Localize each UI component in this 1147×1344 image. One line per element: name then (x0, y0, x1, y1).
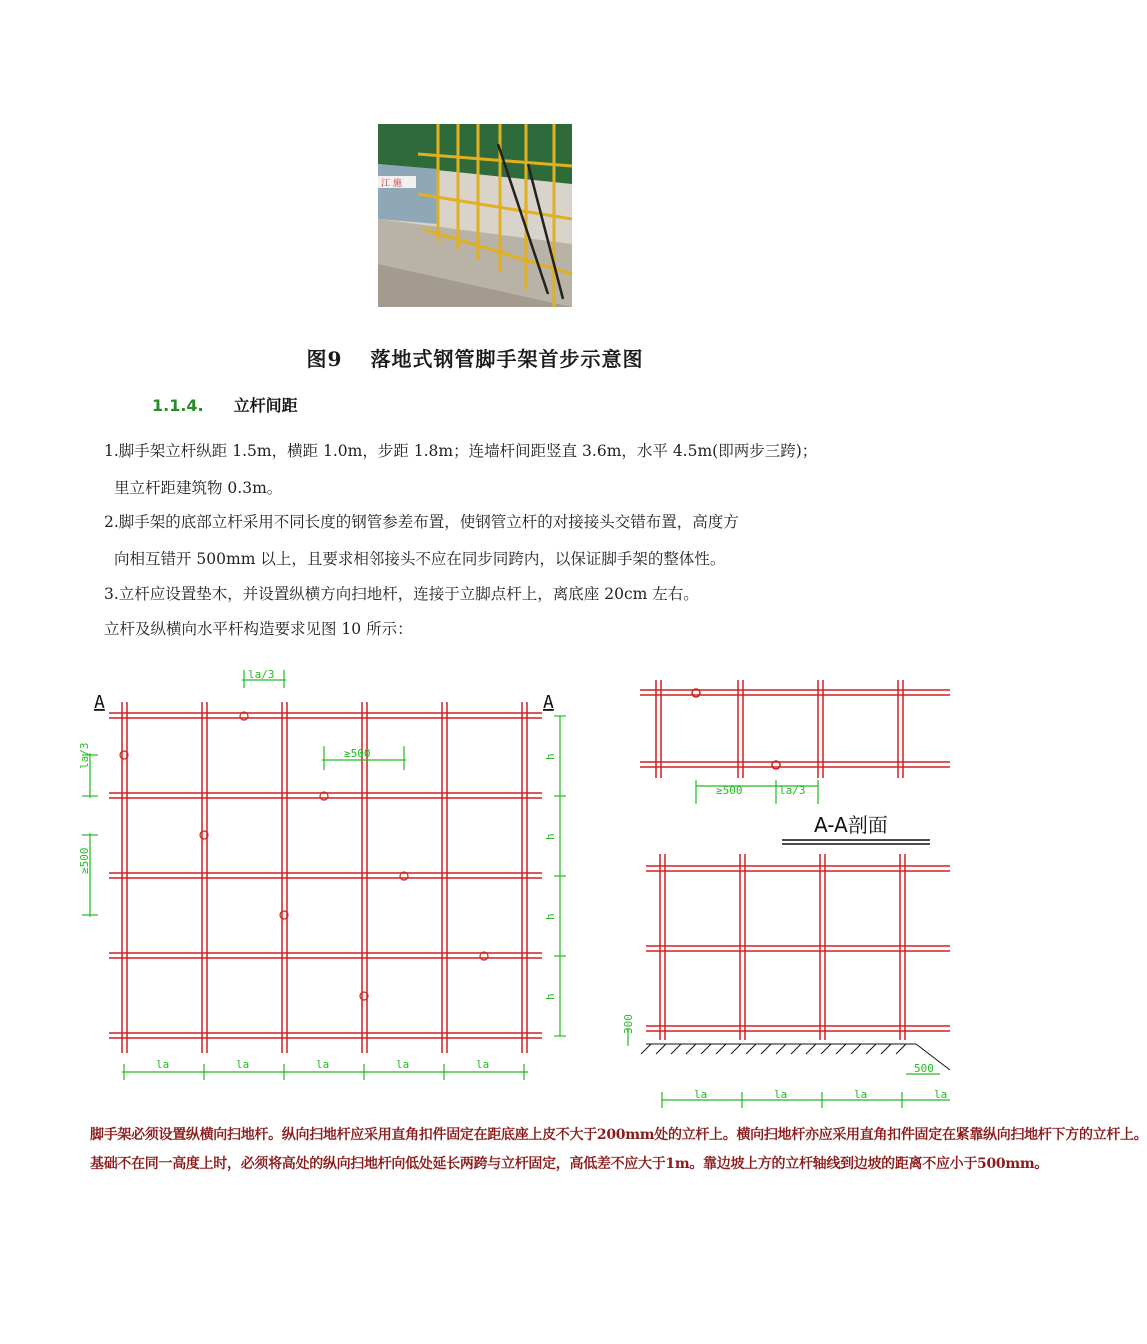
dim-h-2: h (544, 833, 557, 840)
paragraph-2a: 2.脚手架的底部立杆采用不同长度的钢管参差布置，使钢管立杆的对接接头交错布置，高度方 (104, 513, 739, 531)
dim-500-slope: 500 (914, 1062, 934, 1075)
caption-line-1: 脚手架必须设置纵横向扫地杆。纵向扫地杆应采用直角扣件固定在距底座上皮不大于200mm处的立杆上。横向扫地杆亦应采用直角扣件固定在紧靠纵向扫地杆下方的立杆上。 (90, 1127, 1147, 1143)
dim-la-s1: la (694, 1088, 708, 1101)
svg-text:江 施: 江 施 (381, 179, 402, 189)
dim-h-1: h (544, 753, 557, 760)
figure-title (0, 343, 950, 372)
caption-line-2: 基础不在同一高度上时，必须将高处的纵向扫地杆向低处延长两跨与立杆固定，高低差不应大于1m。靠边坡上方的立杆轴线到边坡的距离不应小于500mm。 (90, 1156, 1049, 1172)
section-title: 立杆间距 (233, 396, 298, 415)
dim-la-s3: la (854, 1088, 868, 1101)
paragraph-1b: 里立杆距建筑物 0.3m。 (114, 479, 283, 497)
section-dims (628, 1028, 950, 1108)
dim-la3-left: la/3 (78, 742, 91, 769)
dim-lines-green (82, 670, 566, 1080)
paragraph-4: 立杆及纵横向水平杆构造要求见图 10 所示： (104, 620, 413, 638)
section-heading (152, 393, 298, 416)
figure-number: 图9 (306, 347, 343, 371)
section-grid (646, 854, 950, 1040)
dim-la3-plan: la/3 (779, 784, 806, 797)
dim-la-1: la (156, 1058, 170, 1071)
scaffold-diagram (76, 660, 950, 1110)
left-horizontal-bars (109, 713, 542, 1038)
dim-la3-top: la/3 (248, 668, 275, 681)
scaffold-photo (378, 124, 572, 307)
dim-la-2: la (236, 1058, 250, 1071)
dim-la-4: la (396, 1058, 410, 1071)
figure-title-text: 落地式钢管脚手架首步示意图 (370, 347, 644, 371)
joint-circles (120, 712, 488, 1000)
dim-h-3: h (544, 913, 557, 920)
plan-view-bars (640, 680, 950, 778)
dim-h-4: h (544, 993, 557, 1000)
dim-300: 300 (622, 1014, 635, 1034)
dim-500-plan: ≥500 (716, 784, 743, 797)
ground-hatch (641, 1044, 950, 1070)
section-mark-right: A (543, 692, 554, 713)
paragraph-2b: 向相互错开 500mm 以上，且要求相邻接头不应在同步同跨内，以保证脚手架的整体性。 (114, 550, 726, 568)
dim-500-left: ≥500 (78, 847, 91, 874)
section-mark-left: A (94, 692, 105, 713)
section-number: 1.1.4. (152, 396, 204, 415)
dim-la-5: la (476, 1058, 490, 1071)
dim-500-top: ≥500 (344, 747, 371, 760)
paragraph-3: 3.立杆应设置垫木，并设置纵横方向扫地杆，连接于立脚点杆上，离底座 20cm 左右。 (104, 585, 699, 603)
dim-la-s2: la (774, 1088, 788, 1101)
paragraph-1a: 1.脚手架立杆纵距 1.5m，横距 1.0m，步距 1.8m；连墙杆间距竖直 3.6m，水平 4.5m(即两步三跨)； (104, 442, 818, 460)
dim-la-3: la (316, 1058, 330, 1071)
dim-la-s4: la (934, 1088, 948, 1101)
section-aa-label: A-A剖面 (814, 813, 888, 837)
